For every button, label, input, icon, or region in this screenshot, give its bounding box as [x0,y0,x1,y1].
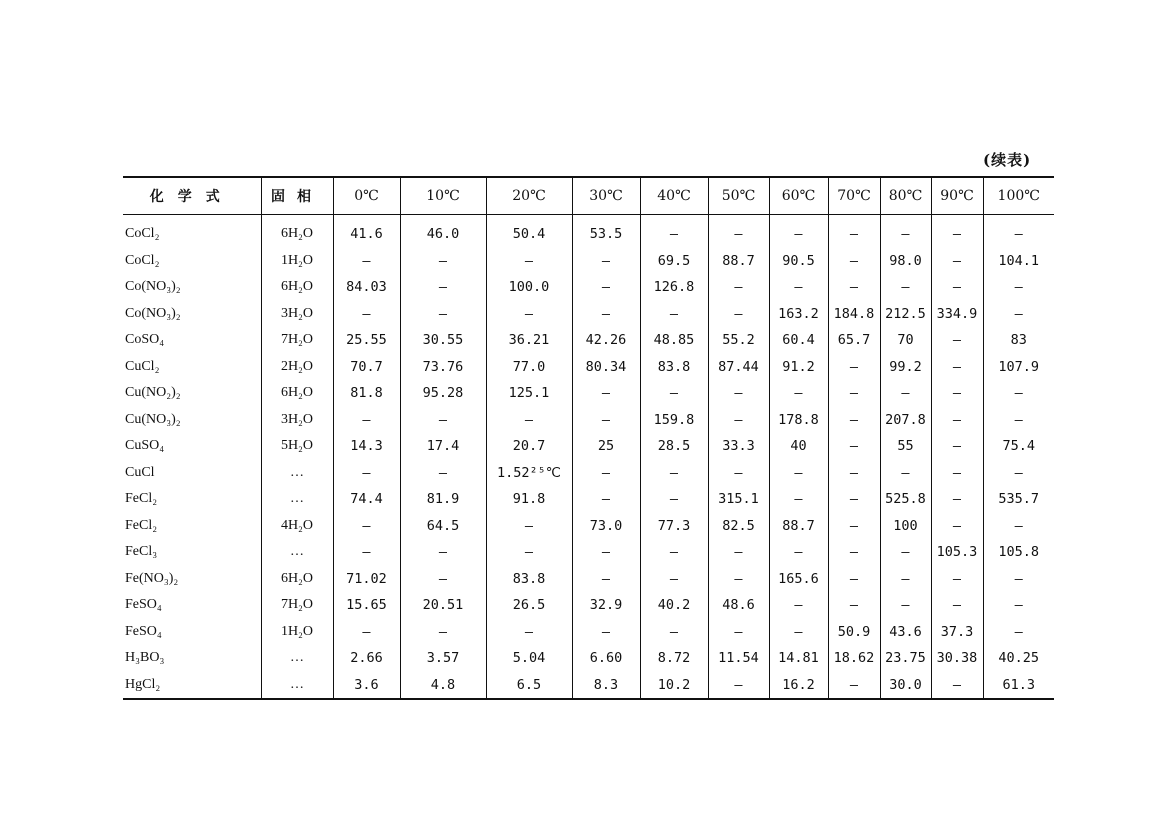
solubility-cell: — [983,407,1054,434]
solubility-cell: — [880,215,931,248]
solubility-cell: 8.72 [640,645,708,672]
solid-phase-cell: 6H₂O [261,274,333,301]
solubility-cell: — [828,486,880,513]
solubility-cell: 40.2 [640,592,708,619]
solubility-cell: — [983,215,1054,248]
formula-cell: CoSO₄ [125,332,165,348]
solubility-cell: 37.3 [931,619,983,646]
solubility-cell: — [828,407,880,434]
solubility-cell: — [880,460,931,487]
solid-phase-cell: 6H₂O [261,215,333,248]
formula-cell: FeSO₄ [125,623,162,639]
solubility-cell: 163.2 [769,301,828,328]
solid-phase-cell: … [261,539,333,566]
solubility-cell: — [931,460,983,487]
formula-cell: Co(NO₃)₂ [125,305,181,321]
solubility-cell: 55 [880,433,931,460]
solubility-cell: 165.6 [769,566,828,593]
solubility-cell: 535.7 [983,486,1054,513]
solubility-cell: — [931,566,983,593]
solubility-cell: 14.81 [769,645,828,672]
solubility-cell: — [828,592,880,619]
solid-phase-cell: 4H₂O [261,513,333,540]
solubility-cell: — [400,619,486,646]
solubility-cell: 23.75 [880,645,931,672]
solubility-cell: 81.8 [333,380,400,407]
solubility-cell: 100.0 [486,274,572,301]
table-row [123,327,1054,354]
solubility-cell: — [769,486,828,513]
solubility-cell: 212.5 [880,301,931,328]
formula-cell: Fe(NO₃)₂ [125,570,179,586]
solubility-cell: — [486,539,572,566]
solubility-cell: 40 [769,433,828,460]
solubility-cell: — [880,274,931,301]
solubility-cell: — [769,619,828,646]
solubility-cell: 32.9 [572,592,640,619]
solubility-cell: — [572,407,640,434]
solubility-cell: — [572,619,640,646]
solubility-cell: — [931,327,983,354]
table-row [123,672,1054,700]
formula-cell: CuCl [125,464,155,480]
solubility-cell: 75.4 [983,433,1054,460]
solubility-cell: — [983,619,1054,646]
solubility-cell: — [572,566,640,593]
solubility-cell: 28.5 [640,433,708,460]
header-temperature: 90℃ [931,177,983,215]
solubility-cell: 100 [880,513,931,540]
solubility-table [123,176,1054,700]
table-row [123,380,1054,407]
header-temperature: 20℃ [486,177,572,215]
solubility-cell: — [880,592,931,619]
solubility-cell: — [828,354,880,381]
solid-phase-cell: 1H₂O [261,248,333,275]
solubility-cell: — [931,592,983,619]
solubility-cell: — [769,274,828,301]
solubility-cell: — [333,539,400,566]
solubility-cell: 315.1 [708,486,769,513]
solubility-cell: — [931,486,983,513]
solubility-cell: — [828,274,880,301]
solubility-cell: — [640,380,708,407]
solubility-cell: 41.6 [333,215,400,248]
solubility-cell: 61.3 [983,672,1054,700]
solubility-cell: 17.4 [400,433,486,460]
formula-cell: CuSO₄ [125,438,165,454]
solid-phase-cell: 5H₂O [261,433,333,460]
solubility-cell: — [572,460,640,487]
solubility-cell: — [708,460,769,487]
solubility-cell: — [572,274,640,301]
solid-phase-cell: 2H₂O [261,354,333,381]
solubility-cell: 83.8 [640,354,708,381]
solubility-cell: 71.02 [333,566,400,593]
formula-cell: FeSO₄ [125,597,162,613]
solubility-cell: — [640,566,708,593]
table-row [123,592,1054,619]
table-row [123,566,1054,593]
solubility-cell: 87.44 [708,354,769,381]
solid-phase-cell: 7H₂O [261,327,333,354]
solubility-cell: — [640,486,708,513]
continued-label: (续表) [983,151,1032,169]
header-temperature: 80℃ [880,177,931,215]
solubility-cell: — [983,380,1054,407]
solubility-cell: 10.2 [640,672,708,700]
solubility-cell: 60.4 [769,327,828,354]
solubility-cell: 53.5 [572,215,640,248]
solubility-cell: 5.04 [486,645,572,672]
solubility-cell: 50.4 [486,215,572,248]
solubility-cell: — [880,566,931,593]
header-temperature: 40℃ [640,177,708,215]
solubility-cell: 88.7 [708,248,769,275]
solubility-cell: — [708,407,769,434]
solubility-cell: 30.0 [880,672,931,700]
solubility-cell: 70 [880,327,931,354]
solubility-cell: 159.8 [640,407,708,434]
solid-phase-cell: 6H₂O [261,380,333,407]
solubility-cell: — [769,592,828,619]
solubility-cell: 33.3 [708,433,769,460]
solubility-cell: 1.52²⁵℃ [486,460,572,487]
solubility-cell: 95.28 [400,380,486,407]
solubility-cell: 88.7 [769,513,828,540]
header-temperature: 60℃ [769,177,828,215]
solubility-cell: — [769,380,828,407]
solubility-cell: 50.9 [828,619,880,646]
solubility-cell: 16.2 [769,672,828,700]
solubility-cell: — [931,248,983,275]
solubility-cell: 18.62 [828,645,880,672]
table-row [123,645,1054,672]
solubility-cell: — [400,407,486,434]
solid-phase-cell: 3H₂O [261,407,333,434]
solubility-cell: 65.7 [828,327,880,354]
solid-phase-cell: 3H₂O [261,301,333,328]
solubility-cell: 64.5 [400,513,486,540]
solubility-cell: — [486,248,572,275]
solubility-cell: 91.2 [769,354,828,381]
header-temperature: 0℃ [333,177,400,215]
solubility-cell: — [828,513,880,540]
solubility-cell: — [828,248,880,275]
table-row [123,460,1054,487]
solubility-cell: — [931,380,983,407]
formula-cell: CoCl₂ [125,252,160,268]
solubility-cell: — [708,566,769,593]
solubility-cell: 84.03 [333,274,400,301]
solubility-cell: — [486,619,572,646]
solubility-cell: 77.3 [640,513,708,540]
solubility-cell: 55.2 [708,327,769,354]
solubility-cell: — [572,301,640,328]
solubility-cell: — [983,566,1054,593]
solubility-cell: — [931,354,983,381]
solid-phase-cell: … [261,645,333,672]
solubility-cell: — [333,513,400,540]
solubility-cell: — [333,407,400,434]
solubility-cell: 105.3 [931,539,983,566]
solubility-cell: — [880,539,931,566]
table-row [123,539,1054,566]
solid-phase-cell: … [261,486,333,513]
formula-cell: H₃BO₃ [125,650,165,666]
solubility-cell: 104.1 [983,248,1054,275]
solubility-cell: 74.4 [333,486,400,513]
solid-phase-cell: 6H₂O [261,566,333,593]
solid-phase-cell: 7H₂O [261,592,333,619]
solubility-cell: 30.38 [931,645,983,672]
table-row [123,215,1054,248]
solubility-cell: 2.66 [333,645,400,672]
solubility-cell: 4.8 [400,672,486,700]
solubility-cell: — [400,460,486,487]
solubility-cell: 6.60 [572,645,640,672]
solubility-cell: 126.8 [640,274,708,301]
solubility-cell: 42.26 [572,327,640,354]
header-temperature: 50℃ [708,177,769,215]
solubility-cell: — [983,513,1054,540]
solubility-cell: — [931,215,983,248]
solubility-cell: 69.5 [640,248,708,275]
solubility-cell: 40.25 [983,645,1054,672]
formula-cell: Cu(NO₂)₂ [125,385,181,401]
solubility-cell: 83.8 [486,566,572,593]
solubility-cell: 25.55 [333,327,400,354]
solubility-cell: — [931,672,983,700]
solubility-cell: — [828,380,880,407]
solubility-cell: — [828,460,880,487]
solubility-cell: 26.5 [486,592,572,619]
solubility-cell: — [983,460,1054,487]
solubility-cell: — [400,539,486,566]
solubility-cell: — [708,274,769,301]
solubility-cell: — [983,592,1054,619]
solubility-cell: — [708,301,769,328]
solubility-cell: — [708,539,769,566]
header-solid-phase: 固相 [261,177,333,215]
solid-phase-cell: … [261,672,333,700]
solubility-cell: — [572,539,640,566]
solubility-cell: — [486,301,572,328]
solubility-cell: 48.85 [640,327,708,354]
solubility-cell: — [931,407,983,434]
solubility-cell: 82.5 [708,513,769,540]
solubility-cell: — [931,433,983,460]
formula-cell: FeCl₂ [125,517,158,533]
solubility-cell: — [708,380,769,407]
solubility-cell: — [640,539,708,566]
solubility-cell: 80.34 [572,354,640,381]
solubility-cell: — [572,248,640,275]
solubility-cell: 30.55 [400,327,486,354]
solubility-cell: 46.0 [400,215,486,248]
solubility-cell: 73.76 [400,354,486,381]
solubility-cell: 98.0 [880,248,931,275]
solubility-cell: — [400,274,486,301]
solid-phase-cell: … [261,460,333,487]
solubility-cell: — [486,407,572,434]
formula-cell: CuCl₂ [125,358,160,374]
solubility-cell: 178.8 [769,407,828,434]
formula-cell: CoCl₂ [125,226,160,242]
solubility-cell: 25 [572,433,640,460]
solubility-cell: 99.2 [880,354,931,381]
table-row [123,407,1054,434]
solubility-cell: — [828,433,880,460]
header-temperature: 30℃ [572,177,640,215]
solubility-cell: 6.5 [486,672,572,700]
solubility-cell: — [708,215,769,248]
solubility-cell: 525.8 [880,486,931,513]
solubility-cell: — [828,539,880,566]
solid-phase-cell: 1H₂O [261,619,333,646]
solubility-cell: 77.0 [486,354,572,381]
formula-cell: FeCl₃ [125,544,158,560]
solubility-cell: — [983,274,1054,301]
solubility-cell: 3.57 [400,645,486,672]
solubility-cell: — [400,301,486,328]
solubility-cell: — [400,248,486,275]
solubility-cell: 73.0 [572,513,640,540]
solubility-cell: — [572,380,640,407]
solubility-cell: — [640,619,708,646]
solubility-cell: — [708,619,769,646]
table-row [123,619,1054,646]
solubility-cell: — [769,215,828,248]
table-row [123,248,1054,275]
header-row [123,177,1054,215]
solubility-cell: — [769,539,828,566]
solubility-cell: — [486,513,572,540]
solubility-cell: 70.7 [333,354,400,381]
solubility-cell: — [333,619,400,646]
solubility-cell: 43.6 [880,619,931,646]
solubility-cell: 83 [983,327,1054,354]
solubility-cell: — [333,248,400,275]
solubility-cell: — [572,486,640,513]
solubility-cell: — [640,460,708,487]
solubility-cell: — [828,566,880,593]
solubility-cell: 48.6 [708,592,769,619]
solubility-cell: — [828,672,880,700]
solubility-cell: — [333,460,400,487]
solubility-cell: 14.3 [333,433,400,460]
solubility-cell: 36.21 [486,327,572,354]
solubility-cell: 207.8 [880,407,931,434]
table-row [123,486,1054,513]
solubility-cell: — [708,672,769,700]
formula-cell: FeCl₂ [125,491,158,507]
solubility-cell: 20.51 [400,592,486,619]
solubility-cell: — [931,274,983,301]
solubility-cell: 8.3 [572,672,640,700]
table-row [123,301,1054,328]
solubility-cell: 20.7 [486,433,572,460]
solubility-cell: 107.9 [983,354,1054,381]
header-temperature: 70℃ [828,177,880,215]
solubility-cell: 3.6 [333,672,400,700]
table-row [123,274,1054,301]
solubility-cell: 184.8 [828,301,880,328]
solubility-cell: — [400,566,486,593]
header-temperature: 10℃ [400,177,486,215]
solubility-cell: 105.8 [983,539,1054,566]
solubility-cell: 90.5 [769,248,828,275]
header-temperature: 100℃ [983,177,1054,215]
solubility-cell: — [640,301,708,328]
solubility-cell: 334.9 [931,301,983,328]
formula-cell: Co(NO₃)₂ [125,279,181,295]
solubility-cell: — [828,215,880,248]
solubility-cell: — [769,460,828,487]
table-row [123,513,1054,540]
solubility-cell: — [880,380,931,407]
header-formula: 化学式 [123,177,261,215]
solubility-cell: — [640,215,708,248]
table-row [123,433,1054,460]
solubility-cell: — [931,513,983,540]
solubility-cell: — [333,301,400,328]
formula-cell: HgCl₂ [123,672,261,700]
solubility-cell: 15.65 [333,592,400,619]
table-row [123,354,1054,381]
solubility-cell: 11.54 [708,645,769,672]
solubility-cell: — [983,301,1054,328]
solubility-cell: 91.8 [486,486,572,513]
solubility-cell: 81.9 [400,486,486,513]
formula-cell: Cu(NO₃)₂ [125,411,181,427]
solubility-cell: 125.1 [486,380,572,407]
